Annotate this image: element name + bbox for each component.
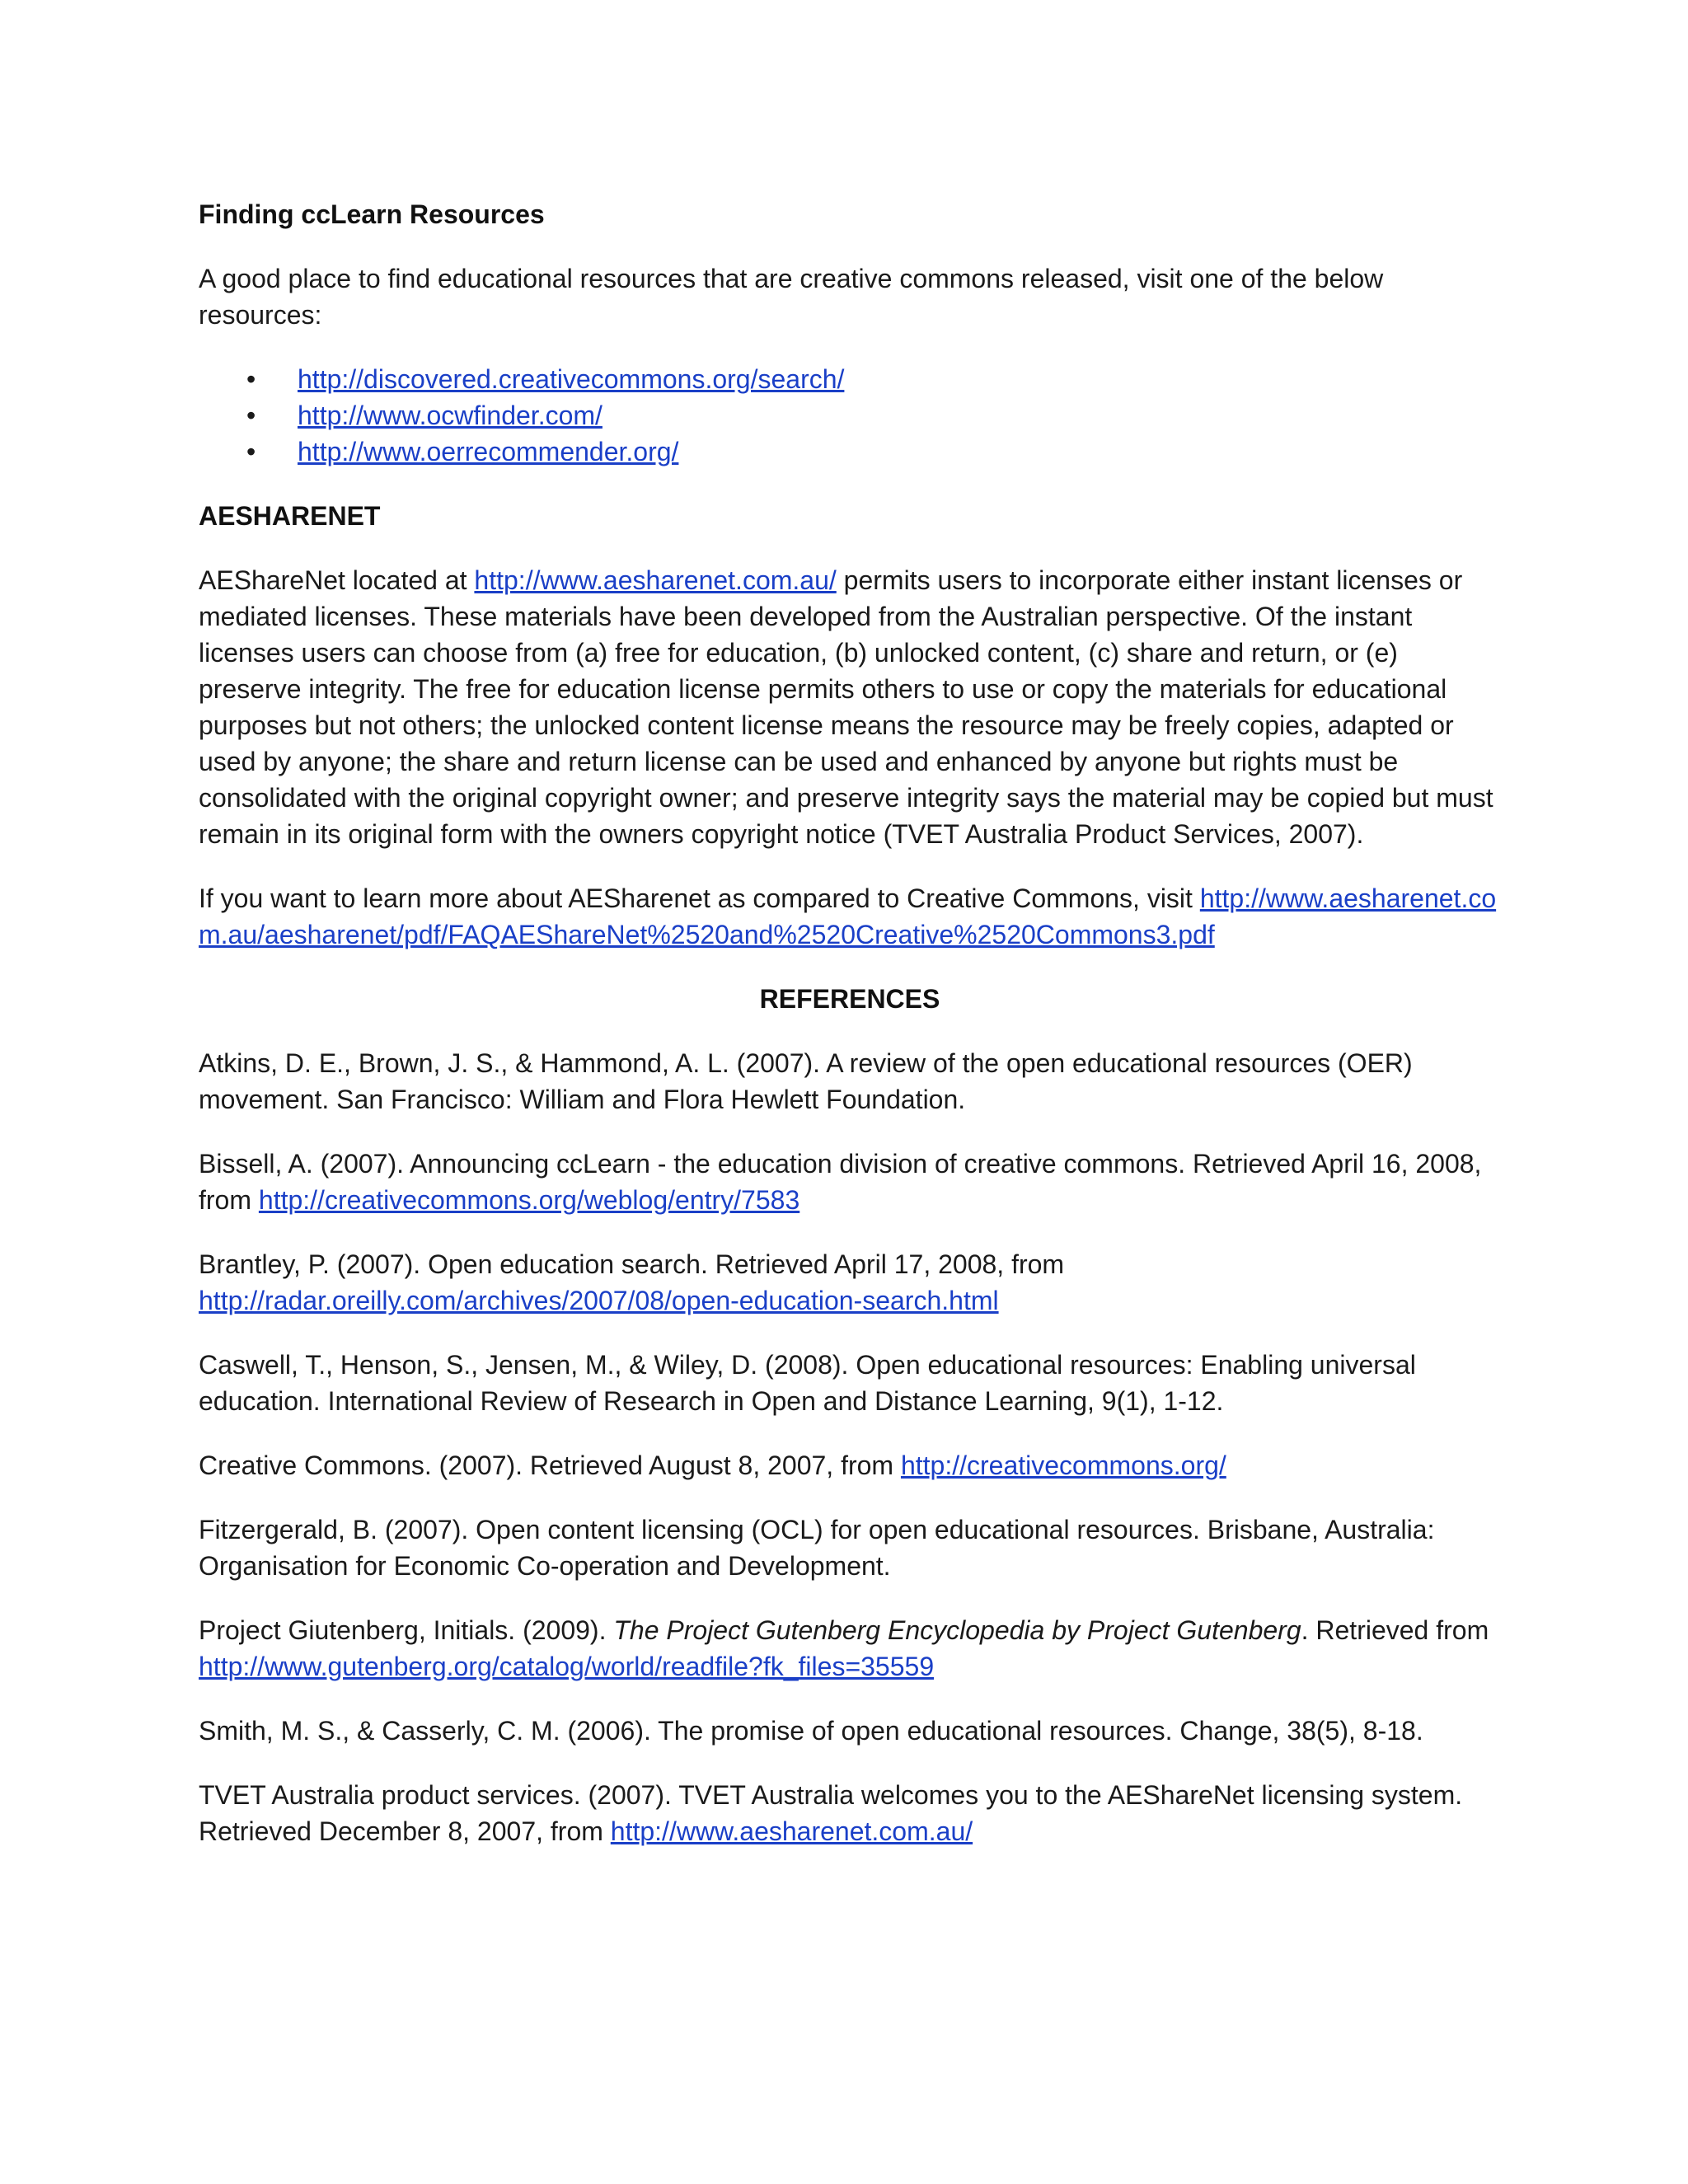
reference-link[interactable]: http://creativecommons.org/ [900, 1451, 1226, 1480]
section-heading-cclearn: Finding ccLearn Resources [199, 199, 545, 229]
bullet-icon: • [246, 401, 256, 430]
section-heading-aesharenet: AESHARENET [199, 501, 381, 531]
learn-more-paragraph: If you want to learn more about AESharenet as compared to Creative Commons, visit http://www.aesharenet.com.au/aesharenet/pdf/FAQAEShareNet%2520and%2520Creative%2520Commons3.pdf [199, 883, 1497, 949]
resource-link[interactable]: http://discovered.creativecommons.org/search/ [298, 364, 845, 394]
reference-link[interactable]: http://radar.oreilly.com/archives/2007/08/open-education-search.html [199, 1286, 999, 1315]
aesharenet-link[interactable]: http://www.aesharenet.com.au/ [474, 565, 837, 595]
reference-item: Caswell, T., Henson, S., Jensen, M., & Wiley, D. (2008). Open educational resources: Enabling universal education. International Review of Research in Open and Distance Learning, 9(1), 1-12. [199, 1350, 1416, 1416]
references-heading: REFERENCES [759, 984, 940, 1014]
document-page [199, 196, 1501, 1877]
reference-item: Bissell, A. (2007). Announcing ccLearn - the education division of creative commons. Retrieved April 16, 2008, from http://creativecommons.org/weblog/entry/7583 [199, 1149, 1482, 1215]
faq-pdf-link[interactable]: http://www.aesharenet.com.au/aesharenet/pdf/FAQAEShareNet%2520and%2520Creative%2520Commons3.pdf [199, 883, 1497, 949]
reference-item: Smith, M. S., & Casserly, C. M. (2006). The promise of open educational resources. Change, 38(5), 8-18. [199, 1716, 1423, 1746]
bullet-icon: • [246, 437, 256, 466]
resource-link[interactable]: http://www.oerrecommender.org/ [298, 437, 679, 466]
reference-item: Fitzergerald, B. (2007). Open content licensing (OCL) for open educational resources. Brisbane, Australia: Organisation for Economic Co-operation and Development. [199, 1515, 1435, 1581]
bullet-icon: • [246, 364, 256, 394]
list-item [199, 434, 1501, 470]
reference-item: Creative Commons. (2007). Retrieved August 8, 2007, from http://creativecommons.org/ [199, 1451, 1226, 1480]
list-item [199, 397, 1501, 434]
aesharenet-paragraph: AEShareNet located at http://www.aesharenet.com.au/ permits users to incorporate either instant licenses or mediated licenses. These materials have been developed from the Australian perspective. Of the instant licenses users can choose from (a) free for education, (b) unlocked content, (c) share and return, or (e) preserve integrity. The free for education license permits others to use or copy the materials for educational purposes but not others; the unlocked content license means the resource may be freely copies, adapted or used by anyone; the share and return license can be used and enhanced by anyone but rights must be consolidated with the original copyright owner; and preserve integrity says the material may be copied but must remain in its original form with the owners copyright notice (TVET Australia Product Services, 2007). [199, 565, 1493, 849]
reference-link[interactable]: http://creativecommons.org/weblog/entry/7583 [258, 1185, 800, 1215]
resource-link[interactable]: http://www.ocwfinder.com/ [298, 401, 603, 430]
resource-link-list [199, 361, 1501, 470]
reference-item: Project Giutenberg, Initials. (2009). The Project Gutenberg Encyclopedia by Project Gutenberg. Retrieved from http://www.gutenberg.org/catalog/world/readfile?fk_files=35559 [199, 1615, 1489, 1681]
reference-item: Brantley, P. (2007). Open education search. Retrieved April 17, 2008, from http://radar.oreilly.com/archives/2007/08/open-education-search.html [199, 1249, 1065, 1315]
list-item [199, 361, 1501, 397]
reference-title: The Project Gutenberg Encyclopedia by Project Gutenberg [613, 1615, 1301, 1645]
reference-item: TVET Australia product services. (2007). TVET Australia welcomes you to the AEShareNet licensing system. Retrieved December 8, 2007, from http://www.aesharenet.com.au/ [199, 1780, 1463, 1846]
reference-link[interactable]: http://www.gutenberg.org/catalog/world/readfile?fk_files=35559 [199, 1652, 935, 1681]
reference-link[interactable]: http://www.aesharenet.com.au/ [610, 1816, 973, 1846]
intro-paragraph: A good place to find educational resources that are creative commons released, visit one of the below resources: [199, 264, 1384, 330]
reference-item: Atkins, D. E., Brown, J. S., & Hammond, A. L. (2007). A review of the open educational resources (OER) movement. San Francisco: William and Flora Hewlett Foundation. [199, 1048, 1413, 1114]
